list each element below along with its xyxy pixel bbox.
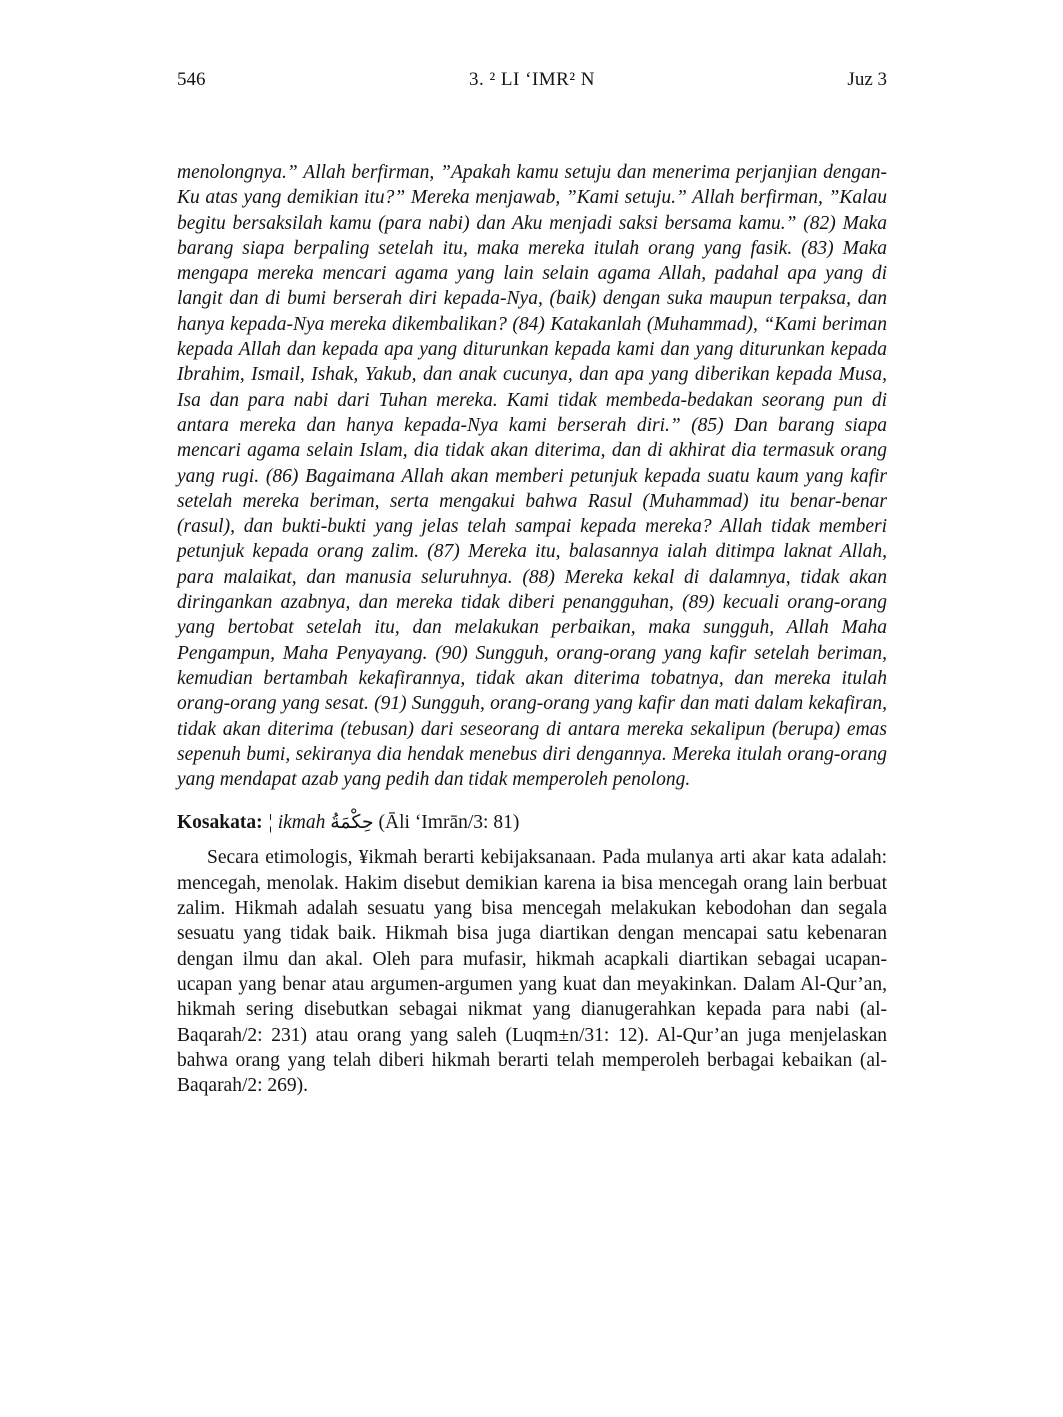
kosakata-reference: (Āli ‘Imrān/3: 81): [378, 812, 520, 834]
juz-label: Juz 3: [847, 69, 887, 90]
kosakata-heading: [177, 809, 887, 836]
etymology-paragraph: Secara etimologis, ¥ikmah berarti kebijaksanaan. Pada mulanya arti akar kata adalah: mencegah, menolak. Hakim disebut demikian karena ia bisa mencegah orang lain berbuat zalim. Hikmah adalah sesuatu yang bisa mencegah melakukan kebodohan dan segala sesuatu yang tidak baik. Hikmah bisa juga diartikan dengan mencapai satu kebenaran dengan ilmu dan akal. Oleh para mufasir, hikmah acapkali diartikan sebagai ucapan-ucapan yang benar atau argumen-argumen yang kuat dan meyakinkan. Dalam Al-Qur’an, hikmah sering disebutkan sebagai nikmat yang dianugerahkan kepada para nabi (al-Baqarah/2: 231) atau orang yang saleh (Luqm±n/31: 12). Al-Qur’an juga menjelaskan bahwa orang yang telah diberi hikmah berarti telah memperoleh berbagai kebaikan (al-Baqarah/2: 269).: [177, 847, 887, 1097]
page-header: [177, 68, 887, 92]
chapter-title: 3. ² LI ‘IMR² N: [468, 69, 596, 90]
translation-paragraph: menolongnya.” Allah berfirman, ”Apakah kamu setuju dan menerima perjanjian dengan-Ku atas yang demikian itu?” Mereka menjawab, ”Kami setuju.” Allah berfirman, ”Kalau begitu bersaksilah kamu (para nabi) dan Aku menjadi saksi bersama kamu.” (82) Maka barang siapa berpaling setelah itu, maka mereka itulah orang yang fasik. (83) Maka mengapa mereka mencari agama yang lain selain agama Allah, padahal apa yang di langit dan di bumi berserah diri kepada-Nya, (baik) dengan suka maupun terpaksa, dan hanya kepada-Nya mereka dikembalikan? (84) Katakanlah (Muhammad), “Kami beriman kepada Allah dan kepada apa yang diturunkan kepada kami dan yang diturunkan kepada Ibrahim, Ismail, Ishak, Yakub, dan anak cucunya, dan apa yang diberikan kepada Musa, Isa dan para nabi dari Tuhan mereka. Kami tidak membeda-bedakan seorang pun di antara mereka dan hanya kepada-Nya kami berserah diri.” (85) Dan barang siapa mencari agama selain Islam, dia tidak akan diterima, dan di akhirat dia termasuk orang yang rugi. (86) Bagaimana Allah akan memberi petunjuk kepada suatu kaum yang kafir setelah mereka beriman, serta mengakui bahwa Rasul (Muhammad) itu benar-benar (rasul), dan bukti-bukti yang jelas telah sampai kepada mereka? Allah tidak memberi petunjuk kepada orang zalim. (87) Mereka itu, balasannya ialah ditimpa laknat Allah, para malaikat, dan manusia seluruhnya. (88) Mereka kekal di dalamnya, tidak akan diringankan azabnya, dan mereka tidak diberi penangguhan, (89) kecuali orang-orang yang bertobat setelah itu, dan melakukan perbaikan, maka sungguh, Allah Maha Pengampun, Maha Penyayang. (90) Sungguh, orang-orang yang kafir setelah beriman, kemudian bertambah kekafirannya, tidak akan diterima tobatnya, dan mereka itulah orang-orang yang sesat. (91) Sungguh, orang-orang yang kafir dan mati dalam kekafiran, tidak akan diterima (tebusan) dari seseorang di antara mereka sekalipun (berupa) emas sepenuh bumi, sekiranya dia hendak menebus diri dengannya. Mereka itulah orang-orang yang mendapat azab yang pedih dan tidak memperoleh penolong.: [177, 162, 887, 791]
kosakata-arabic-word: حِكْمَةُ: [330, 811, 374, 834]
kosakata-label: Kosakata:: [177, 812, 263, 834]
page-content: [177, 68, 887, 1098]
kosakata-term: ¦ ikmah: [267, 812, 326, 834]
page-number: 546: [177, 69, 206, 90]
